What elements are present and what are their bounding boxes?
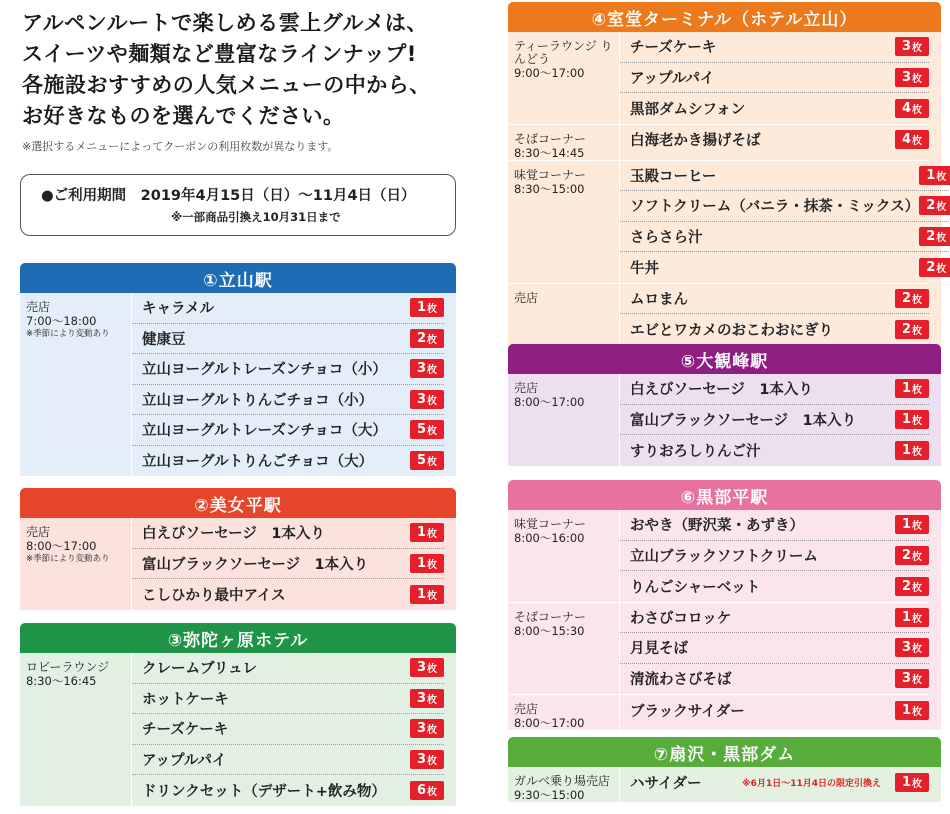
shop-group bbox=[508, 125, 929, 161]
shop-hours: 8:30～14:45 bbox=[514, 145, 585, 160]
coupon-unit: 枚 bbox=[912, 104, 923, 116]
coupon-count: 3 bbox=[416, 751, 427, 767]
menu-item bbox=[132, 446, 444, 477]
shop-name: 味覚コーナー bbox=[514, 167, 587, 182]
coupon-count: 1 bbox=[901, 609, 912, 625]
menu-item bbox=[132, 518, 444, 549]
coupon-count: 1 bbox=[901, 774, 912, 790]
shop-group bbox=[20, 293, 444, 476]
shop-hours: 8:00～16:00 bbox=[514, 531, 585, 545]
coupon-count: 2 bbox=[901, 578, 912, 594]
shop-group bbox=[508, 695, 929, 730]
coupon-unit: 枚 bbox=[912, 446, 923, 458]
menu-item-name: 富山ブラックソーセージ 1本入り bbox=[630, 412, 857, 429]
location-panel bbox=[508, 737, 941, 802]
coupon-count-badge bbox=[919, 258, 950, 277]
coupon-count: 3 bbox=[416, 690, 427, 706]
menu-item bbox=[620, 222, 950, 253]
shop-group bbox=[508, 767, 929, 802]
coupon-count-badge bbox=[410, 298, 444, 317]
shop-name: 味覚コーナー bbox=[514, 517, 587, 531]
menu-item bbox=[132, 324, 444, 355]
menu-list bbox=[620, 510, 929, 602]
shop-hours: 8:30～15:00 bbox=[514, 181, 585, 196]
menu-item-name: 白えびソーセージ 1本入り bbox=[630, 382, 813, 399]
coupon-count-badge bbox=[919, 196, 950, 215]
coupon-count-badge bbox=[410, 390, 444, 409]
coupon-count: 1 bbox=[416, 300, 427, 316]
menu-item-name: わさびコロッケ bbox=[630, 610, 732, 627]
coupon-count: 2 bbox=[901, 290, 912, 306]
location-panel bbox=[508, 2, 947, 345]
shop-info bbox=[20, 293, 132, 476]
coupon-count-badge bbox=[895, 130, 929, 149]
coupon-count-badge bbox=[410, 451, 444, 470]
location-body bbox=[508, 32, 947, 345]
shop-group bbox=[508, 161, 947, 284]
location-panel bbox=[508, 480, 941, 730]
shop-name: ガルベ乗り場売店 bbox=[514, 774, 611, 788]
shop-hours: 8:30～16:45 bbox=[26, 674, 97, 688]
coupon-unit: 枚 bbox=[912, 325, 923, 337]
menu-item bbox=[132, 745, 444, 776]
menu-item-name: アップルパイ bbox=[630, 70, 715, 87]
location-body bbox=[20, 518, 456, 610]
menu-list bbox=[620, 125, 929, 160]
menu-item-note: ※6月1日～11月4日の限定引換え bbox=[741, 778, 881, 789]
coupon-unit: 枚 bbox=[912, 582, 923, 594]
menu-item-name: こしひかり最中アイス bbox=[142, 587, 286, 604]
shop-name: 売店 bbox=[514, 290, 539, 305]
menu-list bbox=[132, 293, 444, 476]
shop-info bbox=[508, 284, 620, 345]
location-body bbox=[508, 374, 941, 466]
coupon-unit: 枚 bbox=[912, 136, 923, 148]
coupon-count-badge bbox=[895, 99, 929, 118]
coupon-count-badge bbox=[895, 410, 929, 429]
coupon-unit: 枚 bbox=[427, 664, 438, 676]
menu-item bbox=[620, 435, 929, 466]
coupon-count: 1 bbox=[901, 381, 912, 397]
menu-item-name: 牛丼 bbox=[630, 260, 659, 277]
shop-group bbox=[20, 518, 444, 610]
menu-item bbox=[132, 415, 444, 446]
coupon-count-badge bbox=[410, 585, 444, 604]
location-title: ③弥陀ヶ原ホテル bbox=[20, 623, 456, 653]
coupon-count: 2 bbox=[416, 330, 427, 346]
menu-list bbox=[620, 767, 929, 802]
coupon-unit: 枚 bbox=[427, 457, 438, 469]
coupon-unit: 枚 bbox=[427, 590, 438, 602]
menu-item-name: すりおろしりんご汁 bbox=[630, 443, 761, 460]
menu-item-name: 清流わさびそば bbox=[630, 672, 732, 689]
menu-list bbox=[132, 518, 444, 610]
location-title: ④室堂ターミナル（ホテル立山） bbox=[508, 2, 941, 32]
menu-item-name: クレームブリュレ bbox=[142, 661, 257, 678]
shop-group bbox=[508, 510, 929, 603]
coupon-count-badge bbox=[410, 523, 444, 542]
coupon-count: 3 bbox=[901, 39, 912, 55]
menu-item-name: ソフトクリーム（バニラ・抹茶・ミックス） bbox=[630, 199, 920, 216]
menu-item-name: ブラックサイダー bbox=[630, 703, 745, 720]
shop-group bbox=[20, 653, 444, 806]
menu-item-name: 白海老かき揚げそば bbox=[630, 133, 761, 150]
coupon-unit: 枚 bbox=[427, 304, 438, 316]
menu-item bbox=[132, 579, 444, 610]
shop-info bbox=[508, 603, 620, 695]
coupon-count-badge bbox=[895, 608, 929, 627]
coupon-unit: 枚 bbox=[912, 778, 923, 790]
menu-item bbox=[620, 252, 950, 283]
coupon-count-badge bbox=[410, 719, 444, 738]
coupon-count: 1 bbox=[416, 586, 427, 602]
menu-item bbox=[620, 284, 929, 315]
shop-name: 売店 bbox=[514, 702, 539, 716]
coupon-count-badge bbox=[895, 515, 929, 534]
coupon-unit: 枚 bbox=[427, 559, 438, 571]
menu-item-name: ホットケーキ bbox=[142, 691, 229, 708]
menu-item bbox=[620, 633, 929, 664]
menu-list bbox=[620, 284, 929, 345]
menu-item bbox=[620, 510, 929, 541]
coupon-count-badge bbox=[895, 320, 929, 339]
intro-note: ※選択するメニューによってクーポンの利用枚数が異なります。 bbox=[22, 140, 339, 153]
coupon-count: 1 bbox=[901, 411, 912, 427]
coupon-unit: 枚 bbox=[936, 232, 947, 244]
coupon-unit: 枚 bbox=[912, 294, 923, 306]
shop-info bbox=[508, 32, 620, 124]
menu-item-name: 立山ヨーグルトレーズンチョコ（小） bbox=[142, 362, 387, 379]
shop-group bbox=[508, 603, 929, 696]
shop-hours: 9:00～17:00 bbox=[514, 66, 585, 80]
coupon-count: 1 bbox=[901, 442, 912, 458]
coupon-unit: 枚 bbox=[427, 365, 438, 377]
menu-list bbox=[620, 695, 929, 730]
shop-name: そばコーナー bbox=[514, 609, 587, 624]
shop-info bbox=[508, 161, 620, 283]
menu-item bbox=[132, 385, 444, 416]
shop-info bbox=[508, 767, 620, 802]
menu-list bbox=[132, 653, 444, 806]
coupon-unit: 枚 bbox=[912, 706, 923, 718]
coupon-count-badge bbox=[410, 554, 444, 573]
location-panel bbox=[20, 488, 456, 610]
coupon-count-badge bbox=[410, 420, 444, 439]
shop-info bbox=[508, 374, 620, 466]
location-body bbox=[20, 293, 456, 476]
coupon-count-badge bbox=[895, 37, 929, 56]
coupon-unit: 枚 bbox=[912, 385, 923, 397]
menu-item-name: アップルパイ bbox=[142, 752, 227, 769]
coupon-count: 1 bbox=[416, 525, 427, 541]
shop-note: ※季節により変動あり bbox=[26, 329, 110, 339]
menu-item bbox=[620, 571, 929, 602]
coupon-unit: 枚 bbox=[912, 521, 923, 533]
coupon-count-badge bbox=[895, 577, 929, 596]
coupon-unit: 枚 bbox=[427, 334, 438, 346]
menu-item-name: チーズケーキ bbox=[630, 40, 717, 57]
location-title: ⑥黒部平駅 bbox=[508, 480, 941, 510]
shop-hours: 7:00～18:00 bbox=[26, 314, 97, 328]
shop-name: ティーラウンジ りんどう bbox=[514, 39, 613, 66]
coupon-unit: 枚 bbox=[912, 675, 923, 687]
coupon-count-badge bbox=[895, 638, 929, 657]
coupon-count: 2 bbox=[926, 228, 936, 244]
menu-item-name: 立山ヨーグルトレーズンチョコ（大） bbox=[142, 423, 387, 440]
coupon-unit: 枚 bbox=[912, 43, 923, 55]
menu-item-name: ハサイダー bbox=[630, 775, 702, 792]
coupon-unit: 枚 bbox=[427, 755, 438, 767]
intro-line: 各施設おすすめの人気メニューの中から、 bbox=[22, 73, 431, 97]
coupon-count-badge bbox=[895, 773, 929, 792]
menu-item bbox=[620, 374, 929, 405]
shop-hours: 9:30～15:00 bbox=[514, 788, 585, 802]
menu-item bbox=[620, 314, 929, 345]
menu-item-name: おやき（野沢菜・あずき） bbox=[630, 518, 804, 535]
shop-name: 売店 bbox=[26, 525, 51, 539]
coupon-count: 6 bbox=[416, 782, 427, 798]
shop-name: そばコーナー bbox=[514, 131, 587, 146]
shop-info bbox=[508, 695, 620, 730]
coupon-count: 1 bbox=[901, 517, 912, 533]
coupon-unit: 枚 bbox=[912, 415, 923, 427]
menu-item-name: ムロまん bbox=[630, 291, 688, 308]
menu-item bbox=[620, 405, 929, 436]
coupon-count: 2 bbox=[926, 259, 936, 275]
menu-item-name: 白えびソーセージ 1本入り bbox=[142, 526, 325, 543]
coupon-count: 2 bbox=[926, 198, 936, 214]
location-title: ⑦扇沢・黒部ダム bbox=[508, 737, 941, 767]
menu-item-name: チーズケーキ bbox=[142, 722, 229, 739]
coupon-count-badge bbox=[919, 227, 950, 246]
coupon-count: 5 bbox=[416, 422, 427, 438]
location-body bbox=[508, 767, 941, 802]
menu-item-name: 富山ブラックソーセージ 1本入り bbox=[142, 556, 369, 573]
menu-list bbox=[620, 603, 929, 695]
coupon-count-badge bbox=[410, 750, 444, 769]
coupon-count: 3 bbox=[901, 671, 912, 687]
usage-period-box bbox=[20, 174, 456, 236]
location-body bbox=[20, 653, 456, 806]
menu-item bbox=[132, 653, 444, 684]
coupon-count: 3 bbox=[416, 721, 427, 737]
shop-info bbox=[508, 125, 620, 160]
coupon-count-badge bbox=[919, 166, 950, 185]
coupon-unit: 枚 bbox=[912, 551, 923, 563]
menu-item bbox=[620, 32, 929, 63]
menu-item-name: エビとワカメのおこわおにぎり bbox=[630, 322, 833, 339]
coupon-count: 1 bbox=[926, 167, 936, 183]
menu-list bbox=[620, 374, 929, 466]
coupon-count-badge bbox=[410, 359, 444, 378]
coupon-unit: 枚 bbox=[912, 613, 923, 625]
location-panel bbox=[20, 623, 456, 806]
menu-item-name: 月見そば bbox=[630, 641, 688, 658]
menu-item bbox=[132, 549, 444, 580]
menu-item bbox=[620, 191, 950, 222]
menu-item-name: 立山ヨーグルトりんごチョコ（大） bbox=[142, 454, 374, 471]
coupon-unit: 枚 bbox=[427, 786, 438, 798]
coupon-unit: 枚 bbox=[912, 644, 923, 656]
coupon-unit: 枚 bbox=[936, 202, 947, 214]
intro-line: スイーツや麺類など豊富なラインナップ! bbox=[22, 42, 417, 66]
coupon-count-badge bbox=[895, 379, 929, 398]
menu-item-name: りんごシャーベット bbox=[630, 579, 761, 596]
menu-item bbox=[620, 93, 929, 124]
location-body bbox=[508, 510, 941, 730]
location-title: ①立山駅 bbox=[20, 263, 456, 293]
menu-item bbox=[620, 664, 929, 695]
location-title: ⑤大観峰駅 bbox=[508, 344, 941, 374]
menu-item-name: 健康豆 bbox=[142, 331, 186, 348]
shop-info bbox=[20, 518, 132, 610]
coupon-count: 4 bbox=[901, 132, 912, 148]
coupon-count-badge bbox=[410, 329, 444, 348]
intro-line: お好きなものを選んでください。 bbox=[22, 104, 345, 128]
menu-list bbox=[620, 161, 950, 283]
coupon-count: 3 bbox=[416, 660, 427, 676]
menu-item bbox=[132, 775, 444, 806]
coupon-count-badge bbox=[895, 289, 929, 308]
coupon-unit: 枚 bbox=[427, 694, 438, 706]
shop-name: ロビーラウンジ bbox=[26, 660, 110, 674]
menu-item-name: 玉殿コーヒー bbox=[630, 168, 717, 185]
shop-info bbox=[508, 510, 620, 602]
location-panel bbox=[508, 344, 941, 466]
coupon-count-badge bbox=[410, 781, 444, 800]
shop-name: 売店 bbox=[514, 381, 539, 395]
menu-item bbox=[132, 354, 444, 385]
menu-item bbox=[620, 603, 929, 634]
shop-hours: 8:00～17:00 bbox=[514, 716, 585, 730]
menu-item bbox=[620, 63, 929, 94]
shop-hours: 8:00～17:00 bbox=[26, 539, 97, 553]
coupon-unit: 枚 bbox=[427, 725, 438, 737]
menu-item-name: キャラメル bbox=[142, 301, 215, 318]
coupon-count: 3 bbox=[416, 391, 427, 407]
coupon-unit: 枚 bbox=[427, 426, 438, 438]
location-panel bbox=[20, 263, 456, 476]
coupon-unit: 枚 bbox=[427, 529, 438, 541]
coupon-count: 3 bbox=[901, 69, 912, 85]
coupon-count: 1 bbox=[416, 555, 427, 571]
shop-group bbox=[508, 374, 929, 466]
intro-line: アルペンルートで楽しめる雲上グルメは、 bbox=[22, 11, 428, 35]
shop-info bbox=[20, 653, 132, 806]
coupon-count-badge bbox=[895, 68, 929, 87]
menu-item bbox=[620, 125, 929, 156]
coupon-count-badge bbox=[410, 689, 444, 708]
coupon-unit: 枚 bbox=[912, 73, 923, 85]
coupon-count-badge bbox=[410, 658, 444, 677]
menu-list bbox=[620, 32, 929, 124]
coupon-count: 1 bbox=[901, 702, 912, 718]
menu-item bbox=[620, 541, 929, 572]
usage-period-sub: ※一部商品引換え10月31日まで bbox=[171, 210, 341, 224]
coupon-count: 5 bbox=[416, 453, 427, 469]
shop-name: 売店 bbox=[26, 300, 51, 314]
coupon-unit: 枚 bbox=[427, 395, 438, 407]
intro-text bbox=[22, 8, 492, 154]
coupon-count-badge bbox=[895, 669, 929, 688]
shop-group bbox=[508, 32, 929, 125]
menu-item bbox=[620, 161, 950, 192]
menu-item-name: 立山ブラックソフトクリーム bbox=[630, 548, 818, 565]
menu-item-name: さらさら汁 bbox=[630, 229, 703, 246]
menu-item bbox=[132, 714, 444, 745]
coupon-count-badge bbox=[895, 701, 929, 720]
menu-item bbox=[620, 767, 929, 798]
shop-hours: 8:00～17:00 bbox=[514, 395, 585, 409]
coupon-count: 2 bbox=[901, 547, 912, 563]
coupon-count: 2 bbox=[901, 321, 912, 337]
menu-item bbox=[132, 293, 444, 324]
coupon-count-badge bbox=[895, 546, 929, 565]
shop-note: ※季節により変動あり bbox=[26, 554, 110, 564]
coupon-count-badge bbox=[895, 441, 929, 460]
shop-hours: 8:00～15:30 bbox=[514, 623, 585, 638]
coupon-unit: 枚 bbox=[936, 263, 947, 275]
menu-item bbox=[132, 684, 444, 715]
usage-period-main: ●ご利用期間 2019年4月15日（日）～11月4日（日） bbox=[41, 188, 416, 204]
menu-item-name: ドリンクセット（デザート+飲み物） bbox=[142, 783, 386, 800]
menu-item-name: 立山ヨーグルトりんごチョコ（小） bbox=[142, 392, 374, 409]
menu-item-name: 黒部ダムシフォン bbox=[630, 101, 746, 118]
coupon-unit: 枚 bbox=[936, 171, 947, 183]
coupon-count: 3 bbox=[416, 361, 427, 377]
coupon-count: 4 bbox=[901, 100, 912, 116]
shop-group bbox=[508, 284, 929, 345]
location-title: ②美女平駅 bbox=[20, 488, 456, 518]
coupon-count: 3 bbox=[901, 640, 912, 656]
menu-item bbox=[620, 695, 929, 726]
